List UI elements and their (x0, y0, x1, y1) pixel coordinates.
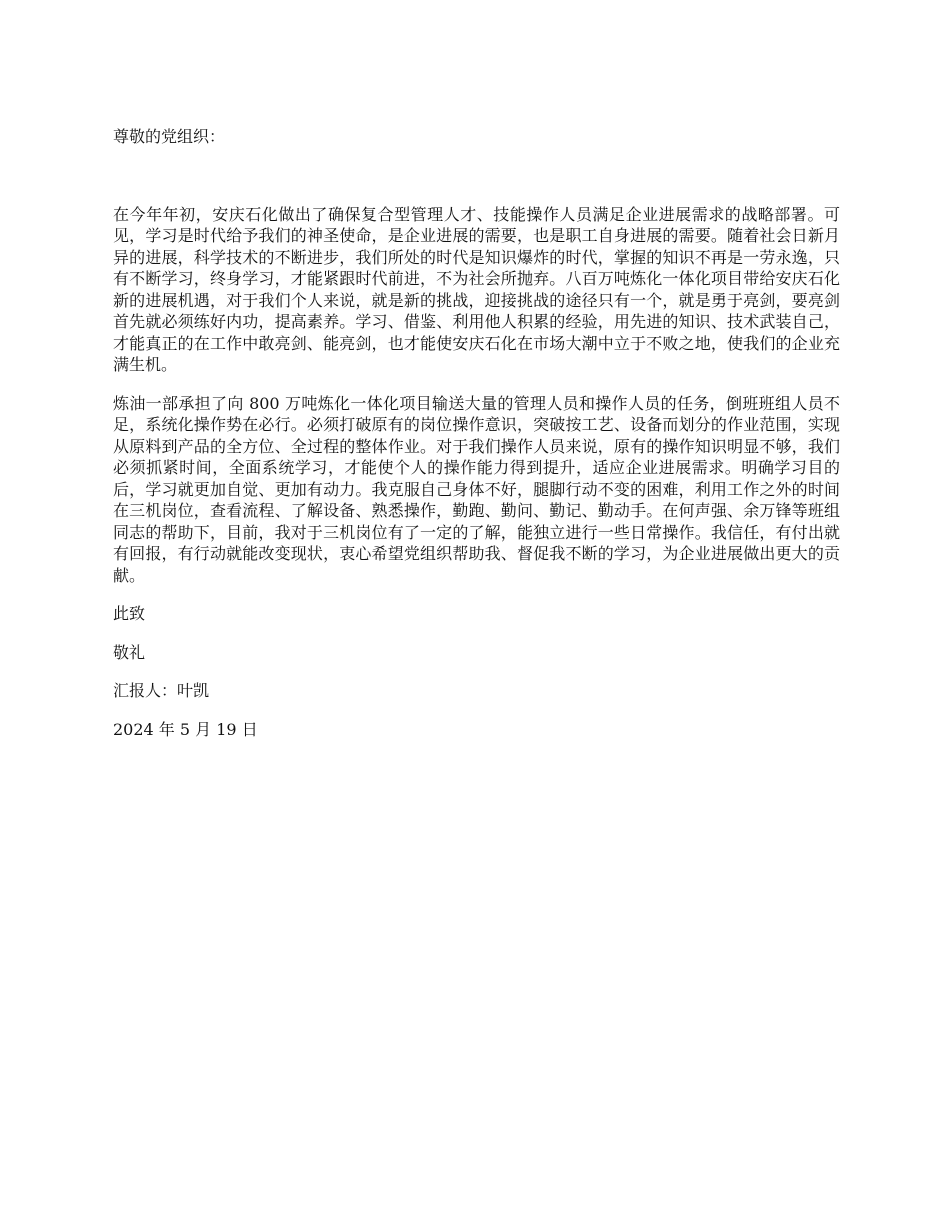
letter-date: 2024 年 5 月 19 日 (113, 719, 258, 739)
letter-page (113, 126, 840, 757)
salutation: 尊敬的党组织： (113, 127, 226, 146)
body-paragraph-1: 在今年年初，安庆石化做出了确保复合型管理人才、技能操作人员满足企业进展需求的战略部署。可见，学习是时代给予我们的神圣使命，是企业进展的需要，也是职工自身进展的需要。随着社会日新月异的进展，科学技术的不断进步，我们所处的时代是知识爆炸的时代，掌握的知识不再是一劳永逸，只有不断学习，终身学习，才能紧跟时代前进，不为社会所抛弃。八百万吨炼化一体化项目带给安庆石化新的进展机遇，对于我们个人来说，就是新的挑战，迎接挑战的途径只有一个，就是勇于亮剑，要亮剑首先就必须练好内功，提高素养。学习、借鉴、利用他人积累的经验，用先进的知识、技术武装自己，才能真正的在工作中敢亮剑、能亮剑，也才能使安庆石化在市场大潮中立于不败之地，使我们的企业充满生机。 (113, 204, 840, 374)
closing-greeting: 此致 (113, 604, 146, 623)
closing-salute: 敬礼 (113, 642, 146, 662)
signature: 汇报人：叶凯 (113, 681, 210, 700)
body-paragraph-2: 炼油一部承担了向 800 万吨炼化一体化项目输送大量的管理人员和操作人员的任务，倒班班组人员不足，系统化操作势在必行。必须打破原有的岗位操作意识，突破按工艺、设备而划分的作业范围，实现从原料到产品的全方位、全过程的整体作业。对于我们操作人员来说，原有的操作知识明显不够，我们必须抓紧时间，全面系统学习，才能使个人的操作能力得到提升，适应企业进展需求。明确学习目的后，学习就更加自觉、更加有动力。我克服自己身体不好，腿脚行动不变的困难，利用工作之外的时间在三机岗位，查看流程、了解设备、熟悉操作，勤跑、勤问、勤记、勤动手。在何声强、余万锋等班组同志的帮助下，目前，我对于三机岗位有了一定的了解，能独立进行一些日常操作。我信任，有付出就有回报，有行动就能改变现状，衷心希望党组织帮助我、督促我不断的学习，为企业进展做出更大的贡献。 (113, 393, 840, 585)
